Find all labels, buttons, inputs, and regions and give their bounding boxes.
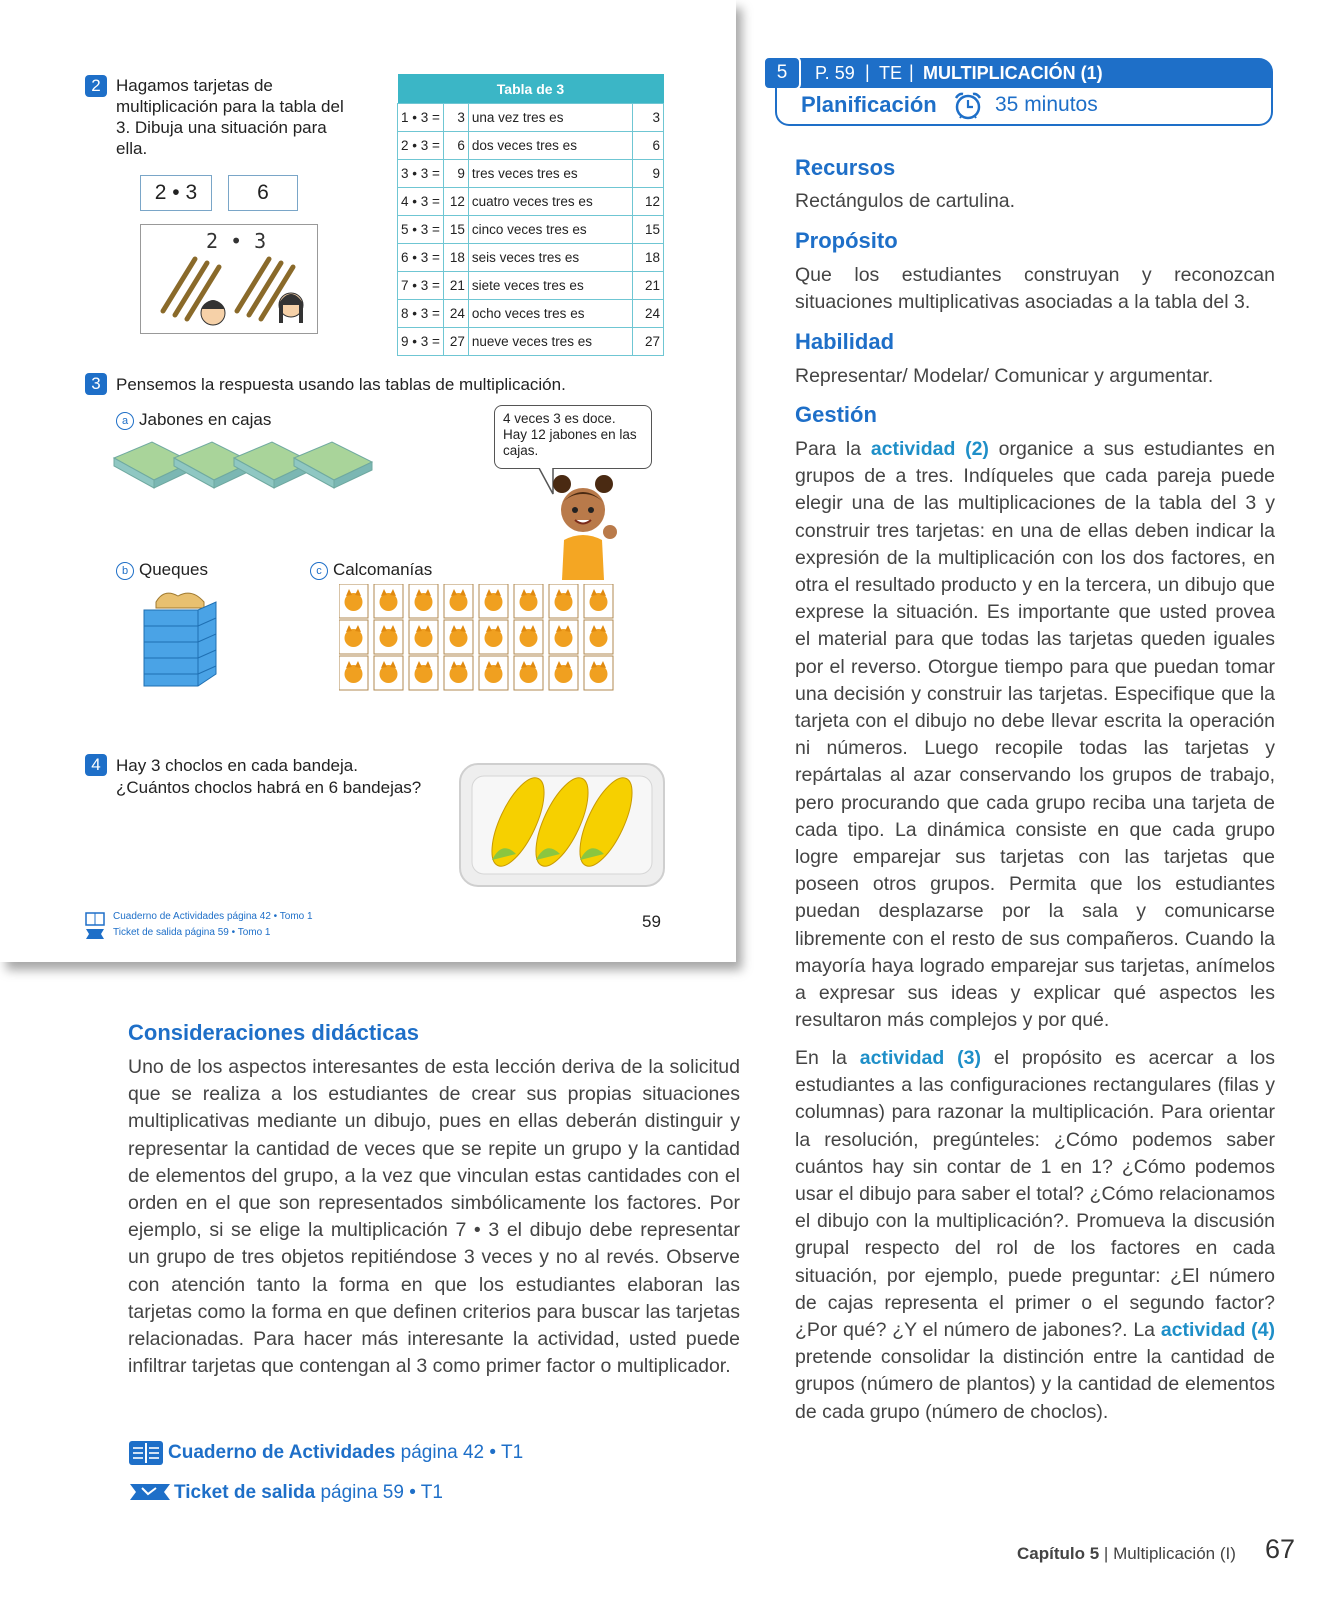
row-result-cell: 12 bbox=[443, 188, 468, 216]
speech-bubble bbox=[494, 405, 652, 469]
row-words-cell: ocho veces tres es bbox=[468, 300, 632, 328]
row-words-cell: nueve veces tres es bbox=[468, 328, 632, 356]
stickers-grid-illustration bbox=[339, 584, 619, 694]
multiplication-table bbox=[397, 74, 664, 356]
item-c-label bbox=[310, 559, 432, 580]
row-word-result-cell: 6 bbox=[633, 132, 664, 160]
activity-4-line1: Hay 3 choclos en cada bandeja. bbox=[116, 756, 358, 775]
table-row bbox=[398, 300, 664, 328]
row-word-result-cell: 24 bbox=[633, 300, 664, 328]
row-expression-cell: 5 • 3 = bbox=[398, 216, 444, 244]
activity-4-badge: 4 bbox=[85, 754, 107, 776]
consideraciones-text: Uno de los aspectos interesantes de esta lección deriva de la solicitud que se realiza a los estudiantes de crear sus propias situaciones multiplicativas mediante un dibujo, pues en ellas deberán distinguir y representar la cantidad de veces que se repite un grupo y la cantidad de elementos del grupo, a la vez que vinculan estas cantidades con el orden en el que son representados simbólicamente los factores. Por ejemplo, si se elige la multiplicación 7 • 3 el dibujo debe representar un grupo de tres objetos repitiéndose 3 veces y no al revés. Observe con atención tanto la forma en que los estudiantes elaboran las tarjetas como la forma en que definen criterios para buscar las tarjetas relacionadas. Para hacer más interesante la actividad, usted puede infiltrar tarjetas que contengan al 3 como primer factor o multiplicador. bbox=[128, 1056, 740, 1378]
recursos-heading: Recursos bbox=[795, 155, 896, 180]
gestion-p1-activity-ref: actividad (2) bbox=[870, 438, 989, 460]
row-words-cell: dos veces tres es bbox=[468, 132, 632, 160]
row-expression-cell: 4 • 3 = bbox=[398, 188, 444, 216]
ticket-salida-icon bbox=[128, 1480, 172, 1504]
sticks-drawing bbox=[141, 225, 317, 333]
header-topic: MULTIPLICACIÓN (1) bbox=[923, 63, 1103, 83]
planning-label: Planificación bbox=[801, 92, 937, 117]
item-a-letter: a bbox=[116, 412, 134, 430]
item-b-label bbox=[116, 559, 208, 580]
cake-stack-illustration bbox=[142, 588, 218, 690]
proposito-heading: Propósito bbox=[795, 228, 898, 253]
row-result-cell: 15 bbox=[443, 216, 468, 244]
student-textbook-page bbox=[0, 0, 736, 962]
habilidad-heading: Habilidad bbox=[795, 329, 895, 354]
proposito-text: Que los estudiantes construyan y reconozcan situaciones multiplicativas asociadas a la tabla del 3. bbox=[795, 264, 1275, 314]
student-page-number: 59 bbox=[642, 912, 661, 931]
table-row bbox=[398, 244, 664, 272]
row-result-cell: 6 bbox=[443, 132, 468, 160]
notebook-icon bbox=[85, 912, 105, 926]
activity-3-text: Pensemos la respuesta usando las tablas de multiplicación. bbox=[116, 375, 566, 394]
activity-4-line2: ¿Cuántos choclos habrá en 6 bandejas? bbox=[116, 778, 422, 797]
row-word-result-cell: 15 bbox=[633, 216, 664, 244]
recursos-text: Rectángulos de cartulina. bbox=[795, 190, 1016, 212]
girl-character-illustration bbox=[548, 470, 618, 580]
row-result-cell: 18 bbox=[443, 244, 468, 272]
gestion-p2-activity-ref: actividad (3) bbox=[859, 1047, 981, 1069]
gestion-p2-activity-ref-2: actividad (4) bbox=[1160, 1319, 1275, 1342]
gestion-p2-pre: En la bbox=[795, 1047, 860, 1069]
footer-ref-ticket: Ticket de salida página 59 • Tomo 1 bbox=[113, 927, 271, 938]
row-expression-cell: 7 • 3 = bbox=[398, 272, 444, 300]
gestion-p2-post: pretende consolidar la distinción entre la cantidad de grupos (número de plantos) y la cantidad de elementos de cada grupo (número de choclos). bbox=[795, 1346, 1275, 1423]
row-result-cell: 24 bbox=[443, 300, 468, 328]
footer-ref-cuaderno: Cuaderno de Actividades página 42 • Tomo 1 bbox=[113, 911, 313, 922]
table-row bbox=[398, 272, 664, 300]
result-card-text: 6 bbox=[257, 181, 269, 204]
row-result-cell: 3 bbox=[443, 104, 468, 132]
cuaderno-ref-bold: Cuaderno de Actividades bbox=[168, 1442, 396, 1463]
speech-text: 4 veces 3 es doce. Hay 12 jabones en las cajas. bbox=[503, 411, 637, 458]
item-b-letter: b bbox=[116, 562, 134, 580]
row-word-result-cell: 27 bbox=[633, 328, 664, 356]
row-word-result-cell: 12 bbox=[633, 188, 664, 216]
row-expression-cell: 9 • 3 = bbox=[398, 328, 444, 356]
cuaderno-reference bbox=[168, 1442, 523, 1464]
ticket-ref-bold: Ticket de salida bbox=[174, 1482, 316, 1503]
header-te: TE bbox=[879, 63, 903, 83]
row-words-cell: cuatro veces tres es bbox=[468, 188, 632, 216]
activity-2-text: Hagamos tarjetas de multiplicación para la tabla del 3. Dibuja una situación para ella. bbox=[116, 76, 344, 158]
row-expression-cell: 2 • 3 = bbox=[398, 132, 444, 160]
header-sep-2: | bbox=[909, 62, 914, 82]
cuaderno-book-icon bbox=[128, 1440, 164, 1466]
table-row bbox=[398, 216, 664, 244]
footer-chapter: Capítulo 5 bbox=[1017, 1544, 1100, 1563]
table-body bbox=[398, 104, 664, 356]
consideraciones-heading: Consideraciones didácticas bbox=[128, 1020, 419, 1045]
row-word-result-cell: 21 bbox=[633, 272, 664, 300]
habilidad-text: Representar/ Modelar/ Comunicar y argumentar. bbox=[795, 365, 1214, 387]
row-expression-cell: 8 • 3 = bbox=[398, 300, 444, 328]
table-row bbox=[398, 160, 664, 188]
gestion-heading: Gestión bbox=[795, 402, 877, 427]
page-footer bbox=[1017, 1544, 1236, 1564]
gestion-paragraph-2 bbox=[795, 1045, 1275, 1426]
row-result-cell: 9 bbox=[443, 160, 468, 188]
row-word-result-cell: 3 bbox=[633, 104, 664, 132]
clock-icon bbox=[953, 91, 983, 121]
row-word-result-cell: 18 bbox=[633, 244, 664, 272]
row-result-cell: 21 bbox=[443, 272, 468, 300]
drawing-card-label: 2 • 3 bbox=[206, 229, 267, 253]
row-words-cell: tres veces tres es bbox=[468, 160, 632, 188]
footer-separator: | bbox=[1103, 1544, 1109, 1563]
drawing-card bbox=[140, 224, 318, 334]
row-word-result-cell: 9 bbox=[633, 160, 664, 188]
item-c-letter: c bbox=[310, 562, 328, 580]
lesson-header bbox=[775, 58, 1273, 126]
cuaderno-ref-rest: página 42 • T1 bbox=[400, 1442, 524, 1463]
footer-chapter-title: Multiplicación (I) bbox=[1113, 1544, 1236, 1563]
gestion-p2-mid: el propósito es acercar a los estudiantes a las configuraciones rectangulares (filas y columnas) para razonar la multiplicación. Para orientar la resolución, pregúnteles: ¿Cómo podemos saber cuántos hay sin contar de 1 en 1? ¿Cómo podemos usar el dibujo para saber el total? ¿Cómo relacionamos el dibujo con la multiplicación?. Promueva la discusión grupal respecto del rol de los factores en cada situación, por ejemplo, puede preguntar: ¿El número de cajas representa el primer o el segundo factor? ¿Por qué? ¿Y el número de jabones?. La bbox=[795, 1047, 1275, 1342]
expression-card-text: 2 • 3 bbox=[154, 181, 198, 204]
duration-label: 35 minutos bbox=[995, 93, 1098, 116]
row-expression-cell: 6 • 3 = bbox=[398, 244, 444, 272]
result-card bbox=[228, 175, 298, 211]
row-words-cell: cinco veces tres es bbox=[468, 216, 632, 244]
row-expression-cell: 1 • 3 = bbox=[398, 104, 444, 132]
item-b-text: Queques bbox=[139, 560, 208, 579]
item-a-label bbox=[116, 409, 271, 430]
header-page-ref: P. 59 bbox=[815, 63, 855, 83]
row-expression-cell: 3 • 3 = bbox=[398, 160, 444, 188]
row-words-cell: siete veces tres es bbox=[468, 272, 632, 300]
table-row bbox=[398, 104, 664, 132]
corn-tray-illustration bbox=[458, 762, 666, 888]
lesson-number-badge: 5 bbox=[763, 56, 801, 90]
gestion-paragraph-1 bbox=[795, 436, 1275, 1034]
ticket-reference bbox=[174, 1482, 443, 1504]
expression-card bbox=[140, 175, 212, 211]
row-words-cell: seis veces tres es bbox=[468, 244, 632, 272]
soap-boxes-illustration bbox=[112, 440, 380, 500]
table-row bbox=[398, 188, 664, 216]
row-result-cell: 27 bbox=[443, 328, 468, 356]
activity-2-badge: 2 bbox=[85, 75, 107, 97]
table-row bbox=[398, 132, 664, 160]
gestion-p1-pre: Para la bbox=[795, 438, 871, 460]
activity-3-badge: 3 bbox=[85, 373, 107, 395]
table-title: Tabla de 3 bbox=[398, 74, 664, 104]
page-number: 67 bbox=[1265, 1534, 1296, 1564]
header-sep-1: | bbox=[865, 62, 870, 82]
ticket-icon bbox=[85, 928, 105, 940]
gestion-p1-post: organice a sus estudiantes en grupos de a tres. Indíqueles que cada pareja puede elegir una de las multiplicaciones de la tabla del 3 y construir tres tarjetas: en una de ellas deben indicar la expresión de la multiplicación con los dos factores, en otra el resultado producto y en la tercera, un dibujo que exprese la situación. Es importante que usted provea el material para que todas las tarjetas queden iguales por el reverso. Otorgue tiempo para que puedan tomar una decisión y construir las tarjetas. Especifique que la tarjeta con el dibujo no debe llevar escrita la operación ni números. Luego recopile todas las tarjetas y repártalas al azar conservando los grupos de trabajo, pero procurando que cada grupo reciba una tarjeta de cada tipo. La dinámica consiste en que cada grupo logre emparejar sus tarjetas con las tarjetas que poseen otros grupos. Permita que los estudiantes puedan desplazarse por la sala y comunicarse libremente con el resto de sus compañeros. Cuando la mayoría haya logrado emparejar sus tarjetas, anímelos a expresar sus ideas y explicar qué aspectos les resultaron más complejos y por qué. bbox=[795, 438, 1275, 1032]
item-c-text: Calcomanías bbox=[333, 560, 433, 579]
ticket-ref-rest: página 59 • T1 bbox=[320, 1482, 443, 1503]
table-row bbox=[398, 328, 664, 356]
item-a-text: Jabones en cajas bbox=[139, 410, 272, 429]
row-words-cell: una vez tres es bbox=[468, 104, 632, 132]
